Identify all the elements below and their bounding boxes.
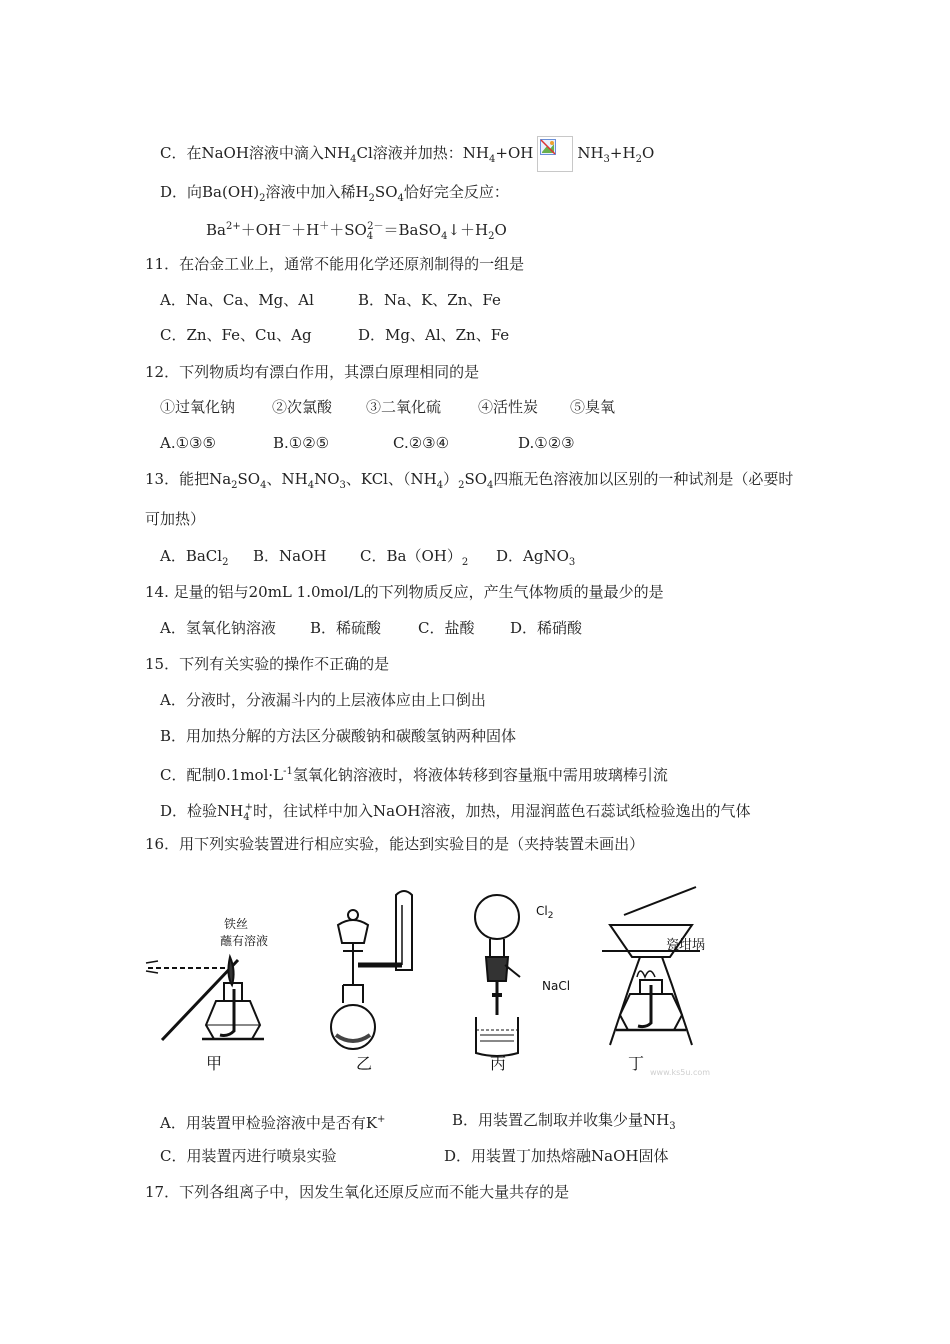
q15-option-d: [160, 798, 750, 828]
q13-c-text: C．Ba（OH）: [360, 547, 462, 565]
q12-item: ④活性炭: [478, 398, 539, 416]
q13-sub: 3: [339, 480, 346, 491]
eq-text: O: [494, 221, 507, 239]
q11-option-a: A．Na、Ca、Mg、Al: [160, 291, 314, 309]
eq-sup: ＋: [319, 221, 330, 232]
q16-option-c: C．用装置丙进行喷泉实验: [160, 1147, 337, 1165]
q15-c-sup: -1: [283, 766, 293, 777]
q16-option-b: [452, 1110, 676, 1137]
q14-option-c: C．盐酸: [418, 619, 475, 637]
q13-sub: 4: [436, 480, 444, 491]
q12-items: [160, 397, 615, 417]
q14-option-d: D．稀硝酸: [510, 619, 583, 637]
label-bing: 丙: [490, 1054, 507, 1073]
q13-d-text: D．AgNO: [496, 547, 569, 565]
q11-stem: 11．在冶金工业上，通常不能用化学还原剂制得的一组是: [145, 255, 525, 273]
q16-option-a: [160, 1110, 385, 1133]
eq-sup: 2+: [225, 221, 241, 232]
q13-sub: 2: [231, 480, 238, 491]
bing-gas-sub: 2: [547, 911, 554, 921]
q10-c-text: O: [641, 144, 655, 162]
q13-option-c: [360, 546, 468, 573]
q13-text: ）: [443, 470, 459, 488]
crucible-heating-apparatus: [602, 887, 700, 1045]
eq-text: ↓＋H: [447, 221, 489, 239]
flame-test-apparatus: [146, 957, 264, 1040]
fountain-apparatus: [475, 895, 520, 1056]
bing-label-nacl: NaCl: [542, 979, 571, 993]
q10-option-c: [160, 136, 654, 172]
q15-stem: 15．下列有关实验的操作不正确的是: [145, 655, 390, 673]
q13-sub: 4: [307, 480, 315, 491]
q16-b-text: B．用装置乙制取并收集少量NH: [452, 1111, 670, 1129]
q17-stem: 17．下列各组离子中，因发生氧化还原反应而不能大量共存的是: [145, 1183, 570, 1201]
q10-c-sub: 2: [635, 154, 642, 165]
bing-label-gas: [536, 904, 553, 921]
q11-option-c: C．Zn、Fe、Cu、Ag: [160, 326, 312, 344]
q13-text: 四瓶无色溶液加以区别的一种试剂是（必要时: [493, 470, 794, 488]
q12-option-a: A.①③⑤: [160, 434, 216, 452]
q12-item: ③二氧化硫: [366, 398, 442, 416]
q16-option-d: D．用装置丁加热熔融NaOH固体: [444, 1147, 669, 1165]
q14-stem: 14. 足量的铝与20mL 1.0mol/L的下列物质反应，产生气体物质的量最少的是: [145, 583, 664, 601]
q10-d-sub: 4: [397, 193, 404, 204]
q13-sub: 2: [458, 480, 465, 491]
q15-option-c: [160, 762, 668, 785]
q13-a-sub: 2: [222, 557, 229, 568]
q13-text: SO: [237, 470, 261, 488]
q12-item: ①过氧化钠: [160, 398, 236, 416]
q10-c-text: C．在NaOH溶液中滴入NH: [160, 144, 351, 162]
q10-option-d: [160, 182, 509, 209]
q12-option-d: D.①②③: [518, 434, 575, 452]
q14-option-b: B．稀硫酸: [310, 619, 382, 637]
q13-a-text: A．BaCl: [160, 547, 223, 565]
q12-item: ②次氯酸: [272, 398, 333, 416]
q16-a-text: A．用装置甲检验溶液中是否有K: [160, 1114, 378, 1132]
q10-d-text: 溶液中加入稀H: [265, 183, 369, 201]
q10-d-text: D．向Ba(OH): [160, 183, 260, 201]
ammonia-apparatus: [331, 891, 412, 1049]
label-yi: 乙: [356, 1054, 373, 1073]
eq-text: Ba: [206, 221, 226, 239]
eq-text: ＋OH: [240, 221, 282, 239]
q15-option-a: A．分液时，分液漏斗内的上层液体应由上口倒出: [160, 691, 486, 709]
q12-item: ⑤臭氧: [570, 398, 616, 416]
q16-a-sup: +: [377, 1114, 386, 1125]
q13-text: 13．能把Na: [145, 470, 232, 488]
label-ding: 丁: [628, 1054, 645, 1073]
bing-gas-text: Cl: [536, 904, 548, 918]
q13-stem-continued: 可加热）: [145, 510, 206, 528]
q10-d-sub: 2: [368, 193, 375, 204]
q10-d-sub: 2: [259, 193, 266, 204]
eq-sub: 4: [441, 231, 448, 242]
q10-c-text: +OH: [495, 144, 534, 162]
q13-text: 、KCl、（NH: [345, 470, 437, 488]
q11-option-d: D．Mg、Al、Zn、Fe: [358, 326, 510, 344]
q12-stem: 12．下列物质均有漂白作用，其漂白原理相同的是: [145, 363, 480, 381]
eq-sup: －: [281, 221, 292, 232]
jia-label-solution: 蘸有溶液: [220, 934, 269, 948]
q13-text: SO: [464, 470, 488, 488]
q15-option-b: B．用加热分解的方法区分碳酸钠和碳酸氢钠两种固体: [160, 727, 517, 745]
q13-d-sub: 3: [568, 557, 576, 568]
q10-d-equation: [206, 217, 507, 247]
q12-option-b: B.①②⑤: [273, 434, 330, 452]
q10-c-sub: 4: [350, 154, 357, 165]
q15-c-text: C．配制0.1mol·L: [160, 766, 284, 784]
q10-d-text: SO: [374, 183, 398, 201]
q10-c-sub: 4: [489, 154, 496, 165]
q15-d-sub: 4: [243, 812, 250, 823]
q13-sub: 4: [487, 480, 494, 491]
q13-option-d: [496, 546, 575, 573]
q10-c-text: NH: [577, 144, 604, 162]
q10-c-text: +H: [609, 144, 636, 162]
q13-stem: [145, 469, 793, 496]
q16-apparatus-figure: [140, 885, 740, 1080]
q10-d-text: 恰好完全反应：: [403, 183, 509, 201]
q14-option-a: A．氢氧化钠溶液: [160, 619, 276, 637]
q11-option-b: B．Na、K、Zn、Fe: [358, 291, 501, 309]
q15-d-sup: +: [244, 802, 253, 813]
q13-option-a: [160, 546, 228, 573]
watermark: www.ks5u.com: [650, 1068, 711, 1077]
eq-sub: 2: [488, 231, 495, 242]
eq-text: ＝BaSO: [383, 221, 442, 239]
q12-option-c: C.②③④: [393, 434, 450, 452]
q15-c-text: 氢氧化钠溶液时，将液体转移到容量瓶中需用玻璃棒引流: [292, 766, 668, 784]
ding-label-crucible: 瓷坩埚: [666, 938, 706, 953]
eq-sub: 4: [366, 231, 374, 242]
q13-option-b: B．NaOH: [253, 547, 327, 565]
q10-c-sub: 3: [603, 154, 610, 165]
q13-c-sub: 2: [461, 557, 469, 568]
eq-text: ＋H: [291, 221, 320, 239]
q16-stem: 16．用下列实验装置进行相应实验，能达到实验目的是（夹持装置未画出）: [145, 835, 645, 853]
jia-label-wire: 铁丝: [224, 917, 249, 931]
q15-d-text: D．检验NH: [160, 802, 244, 820]
eq-sup: 2－: [367, 221, 384, 232]
q10-c-text: Cl溶液并加热：NH: [356, 144, 489, 162]
q13-text: NO: [314, 470, 340, 488]
q13-sub: 4: [260, 480, 267, 491]
q13-text: 、NH: [266, 470, 308, 488]
broken-image-icon: [537, 136, 573, 172]
label-jia: 甲: [206, 1054, 223, 1073]
q15-d-text: 时，往试样中加入NaOH溶液，加热，用湿润蓝色石蕊试纸检验逸出的气体: [253, 802, 751, 820]
eq-text: ＋SO: [329, 221, 367, 239]
q16-b-sub: 3: [669, 1121, 676, 1132]
